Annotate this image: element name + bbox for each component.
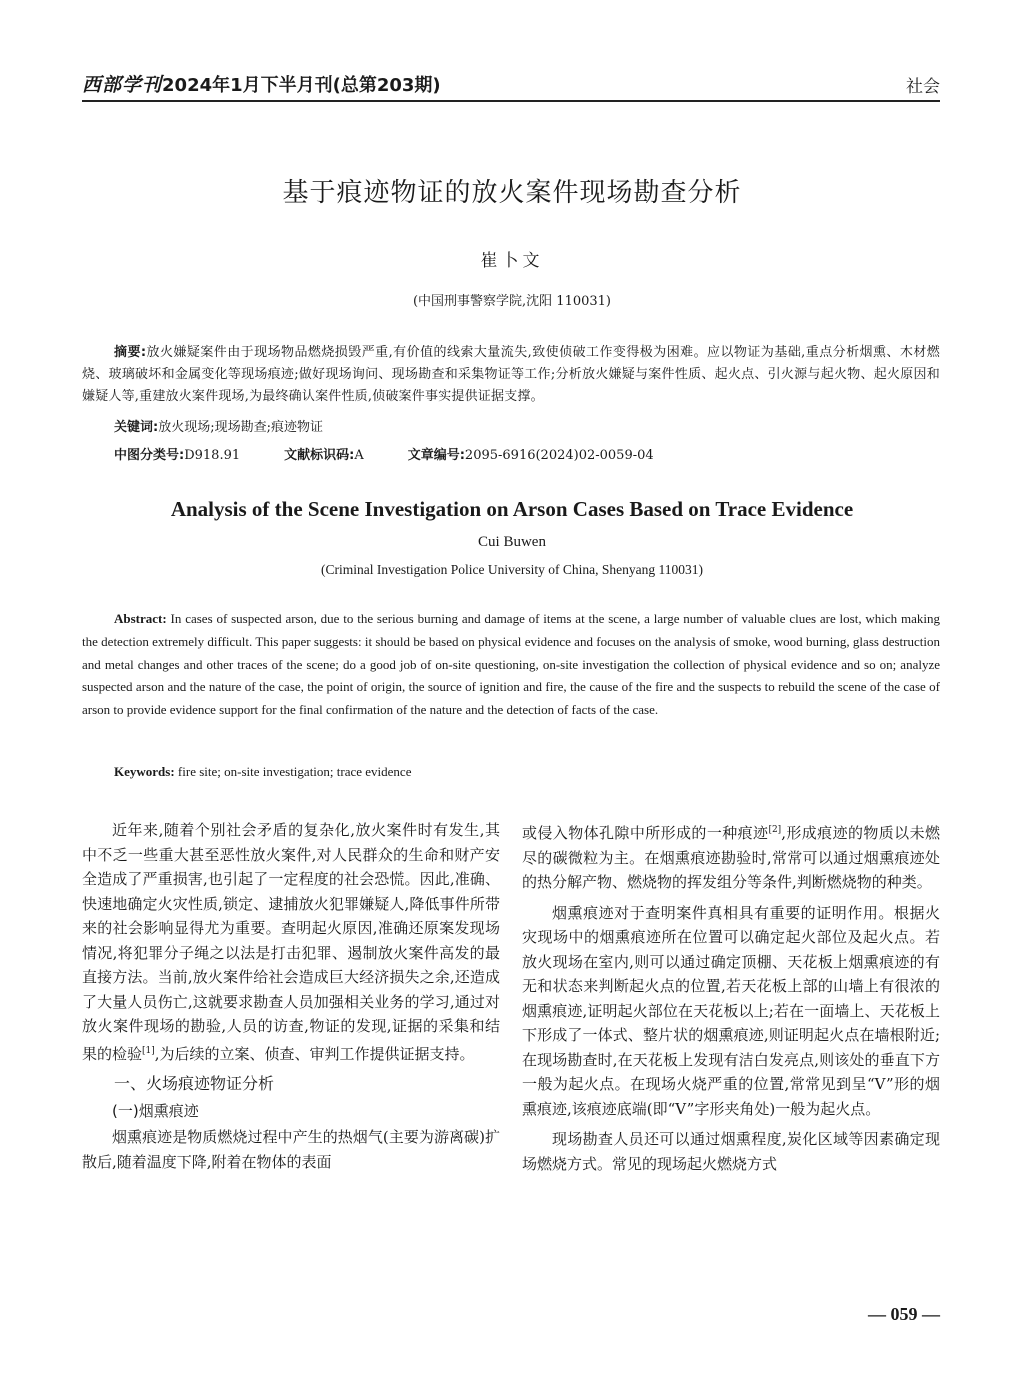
continued-text-tail: ,形成痕迹的物质以未燃尽的碳微粒为主。在烟熏痕迹勘验时,常常可以通过烟熏痕迹处的热分解产物、燃烧物的挥发组分等条件,判断燃烧物的种类。 <box>522 824 940 891</box>
affiliation-cn: (中国刑事警察学院,沈阳 110031) <box>412 294 612 309</box>
body-column-right <box>522 818 940 1182</box>
keywords-en-text: fire site; on-site investigation; trace evidence <box>177 764 412 779</box>
abstract-cn <box>82 342 940 408</box>
doc-value: A <box>354 448 364 463</box>
section-heading: 一、火场痕迹物证分析 <box>114 1074 275 1093</box>
continued-text: 或侵入物体孔隙中所形成的一种痕迹 <box>522 824 769 842</box>
intro-text-tail: ,为后续的立案、侦查、审判工作提供证据支持。 <box>154 1044 475 1063</box>
abstract-cn-text: 放火嫌疑案件由于现场物品燃烧损毁严重,有价值的线索大量流失,致使侦破工作变得极为困难。应以物证为基础,重点分析烟熏、木材燃烧、玻璃破坏和金属变化等现场痕迹;做好现场询问、现场勘查和采集物证等工作;分析放火嫌疑与案件性质、起火点、引火源与起火物、起火原因和嫌疑人等,重建放火案件现场,为最终确认案件性质,侦破案件事实提供证据支撑。 <box>82 345 940 404</box>
abstract-cn-label: 摘要: <box>114 345 147 360</box>
body-column-left <box>82 818 500 1180</box>
intro-paragraph <box>82 818 500 1066</box>
smoke-evidence-paragraph: 烟熏痕迹对于查明案件真相具有重要的证明作用。根据火灾现场中的烟熏痕迹所在位置可以确定起火部位及起火点。若放火现场在室内,则可以通过确定顶棚、天花板上烟熏痕迹的有无和状态来判断起火点的位置,若天花板上部的山墙上有很浓的烟熏痕迹,证明起火部位在天花板以上;若在一面墙上、天花板上下形成了一体式、整片状的烟熏痕迹,则证明起火点在墙根附近;在现场勘查时,在天花板上发现有洁白发亮点,则该处的垂直下方一般为起火点。在现场火烧严重的位置,常常见到呈“V”形的烟熏痕迹,该痕迹底端(即“V”字形夹角处)一般为起火点。 <box>522 903 940 1118</box>
page-number: — 059 — <box>868 1304 940 1324</box>
keywords-en-label: Keywords: <box>114 764 175 779</box>
author-cn: 崔卜文 <box>480 251 544 271</box>
clc-number <box>114 444 240 463</box>
journal-issue <box>82 70 441 100</box>
abstract-en-label: Abstract: <box>114 611 167 626</box>
abstract-en-text: In cases of suspected arson, due to the serious burning and damage of items at the scene, a large number of valuable clues are lost, which making the detection extremely difficult. This paper suggests: it should be based on physical evidence and focuses on the analysis of smoke, wood burning, glass destruction and metal changes and other traces of the scene; do a good job of on-site questioning, on-site investigation the collection of physical evidence and so on; analyze suspected arson and the nature of the case, the point of origin, the source of ignition and fire, the cause of the fire and the suspects to rebuild the scene of the case of arson to provide evidence support for the final confirmation of the nature and the detection of facts of the case. <box>82 611 941 718</box>
section-name: 社会 <box>906 77 940 97</box>
document-code <box>284 444 364 463</box>
clc-label: 中图分类号: <box>114 448 185 463</box>
subsection-heading: (一)烟熏痕迹 <box>112 1101 199 1120</box>
citation-ref: [2] <box>768 825 782 835</box>
art-value: 2095-6916(2024)02-0059-04 <box>464 448 654 463</box>
keywords-en <box>114 764 411 780</box>
art-label: 文章编号: <box>407 448 465 463</box>
author-en: Cui Buwen <box>478 534 546 550</box>
keywords-cn-label: 关键词: <box>114 420 159 435</box>
burn-mode-paragraph: 现场勘查人员还可以通过烟熏程度,炭化区域等因素确定现场燃烧方式。常见的现场起火燃烧方式 <box>522 1130 940 1173</box>
keywords-cn-text: 放火现场;现场勘查;痕迹物证 <box>158 420 323 435</box>
issue-info: 2024年1月下半月刊(总第203期) <box>162 75 441 96</box>
doc-label: 文献标识码: <box>284 448 355 463</box>
classification-row <box>114 444 654 463</box>
journal-name: 西部学刊 <box>82 74 163 96</box>
running-header <box>82 70 940 102</box>
continued-paragraph <box>522 818 940 895</box>
keywords-cn <box>114 416 323 435</box>
clc-value: D918.91 <box>184 448 241 463</box>
article-title-en: Analysis of the Scene Investigation on Arson Cases Based on Trace Evidence <box>170 497 854 521</box>
affiliation-en: (Criminal Investigation Police University of China, Shenyang 110031) <box>321 562 703 577</box>
citation-ref: [1] <box>142 1045 155 1056</box>
abstract-en <box>82 608 940 722</box>
intro-text: 近年来,随着个别社会矛盾的复杂化,放火案件时有发生,其中不乏一些重大甚至恶性放火案件,对人民群众的生命和财产安全造成了严重损害,也引起了一定程度的社会恐慌。因此,准确、快速地确定火灾性质,锁定、逮捕放火犯罪嫌疑人,降低事件所带来的社会影响显得尤为重要。查明起火原因,准确还原案发现场情况,将犯罪分子绳之以法是打击犯罪、遏制放火案件高发的最直接方法。当前,放火案件给社会造成巨大经济损失之余,还造成了大量人员伤亡,这就要求勘查人员加强相关业务的学习,通过对放火案件现场的勘验,人员的访查,物证的发现,证据的采集和结果的检验 <box>82 821 500 1063</box>
smoke-trace-paragraph: 烟熏痕迹是物质燃烧过程中产生的热烟气(主要为游离碳)扩散后,随着温度下降,附着在物体的表面 <box>82 1128 500 1171</box>
article-title-cn: 基于痕迹物证的放火案件现场勘查分析 <box>282 178 742 208</box>
article-number <box>408 444 654 463</box>
